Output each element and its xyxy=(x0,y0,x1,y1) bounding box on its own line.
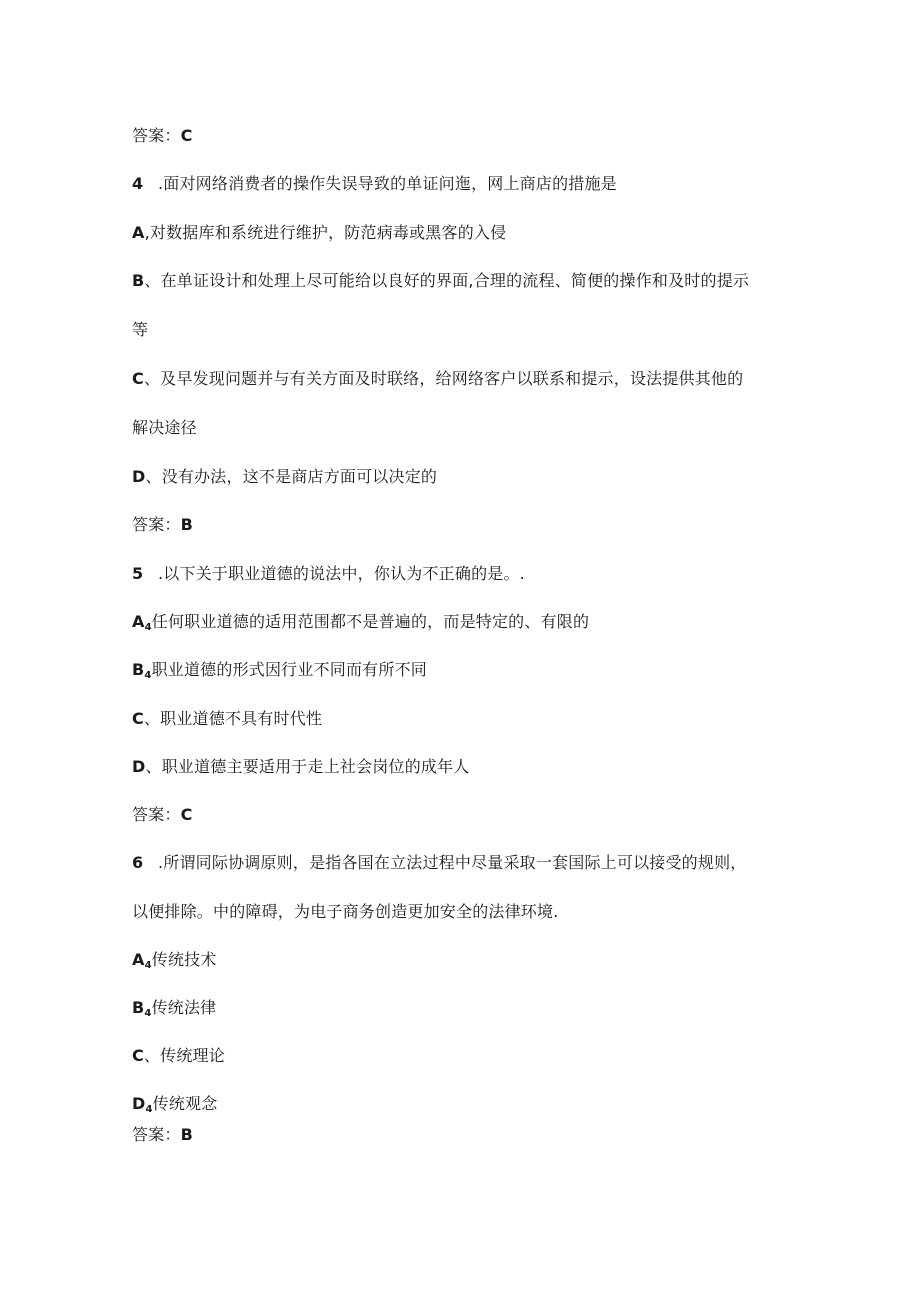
answer-label: 答案： xyxy=(132,515,181,534)
question-6-stem xyxy=(132,853,747,873)
option-a xyxy=(132,950,217,976)
question-text: .面对网络消费者的操作失误导致的单证问迤，网上商店的措施是 xyxy=(158,174,617,193)
option-text: 在单证设计和处理上尽可能给以良好的界面,合理的流程、简便的操作和及时的提示 xyxy=(160,271,750,290)
option-text-continued: 解决途径 xyxy=(132,418,197,437)
option-separator: 4 xyxy=(144,960,152,971)
question-number: 6 xyxy=(132,853,144,872)
question-5-stem xyxy=(132,564,525,584)
answer-value: B xyxy=(180,1125,194,1144)
option-c xyxy=(132,1046,225,1066)
option-letter: C xyxy=(132,709,144,728)
option-separator: 4 xyxy=(144,1008,152,1019)
option-c-continued xyxy=(132,418,197,438)
option-a xyxy=(132,612,589,638)
option-letter: B xyxy=(132,660,145,679)
option-c xyxy=(132,369,743,389)
question-text-continued: 以便排除。中的障碍，为电子商务创造更加安全的法律环境. xyxy=(132,902,559,921)
option-b xyxy=(132,271,749,291)
question-text: .以下关于职业道德的说法中，你认为不正确的是。. xyxy=(158,564,525,583)
option-separator: 、 xyxy=(143,1046,161,1065)
answer-line xyxy=(132,805,193,825)
option-letter: A xyxy=(132,612,145,631)
option-separator: 、 xyxy=(145,757,162,776)
answer-value: C xyxy=(180,805,193,824)
option-b xyxy=(132,660,427,686)
option-text: 对数据库和系统进行维护，防范病毒或黑客的入侵 xyxy=(149,223,507,242)
option-letter: A xyxy=(132,950,145,969)
option-letter: C xyxy=(132,369,144,388)
option-separator: 、 xyxy=(145,467,162,486)
question-text: .所谓同际协调原则，是指各国在立法过程中尽量采取一套国际上可以接受的规则， xyxy=(158,853,747,872)
option-text: 传统观念 xyxy=(152,1094,218,1113)
option-letter: C xyxy=(132,1046,144,1065)
option-b xyxy=(132,998,216,1024)
option-letter: D xyxy=(132,757,146,776)
option-d xyxy=(132,1094,217,1120)
option-text: 及早发现问题并与有关方面及时联络，给网络客户以联系和提示，设法提供其他的 xyxy=(160,369,744,388)
option-letter: D xyxy=(132,1094,146,1113)
option-separator: 4 xyxy=(145,1104,153,1115)
answer-line xyxy=(132,515,193,535)
option-b-continued xyxy=(132,320,148,340)
option-separator: 、 xyxy=(144,271,161,290)
answer-value: C xyxy=(180,126,193,145)
option-separator: 、 xyxy=(143,369,161,388)
option-text: 任何职业道德的适用范围都不是普遍的，而是特定的、有限的 xyxy=(151,612,590,631)
option-text: 没有办法，这不是商店方面可以决定的 xyxy=(161,467,438,486)
option-text: 职业道德主要适用于走上社会岗位的成年人 xyxy=(161,757,470,776)
answer-label: 答案： xyxy=(132,126,181,145)
answer-line xyxy=(132,126,193,146)
question-number: 4 xyxy=(132,174,144,193)
option-text: 传统技术 xyxy=(151,950,217,969)
answer-label: 答案： xyxy=(132,805,181,824)
option-letter: B xyxy=(132,271,145,290)
option-separator: 、 xyxy=(143,709,161,728)
option-d xyxy=(132,757,470,777)
option-text: 传统理论 xyxy=(160,1046,225,1065)
answer-label: 答案： xyxy=(132,1125,181,1144)
option-text-continued: 等 xyxy=(132,320,149,339)
option-letter: B xyxy=(132,998,145,1017)
answer-line xyxy=(132,1125,193,1145)
option-letter: A xyxy=(132,223,145,242)
option-a xyxy=(132,223,506,243)
option-separator: , xyxy=(144,223,150,242)
option-d xyxy=(132,467,437,487)
option-letter: D xyxy=(132,467,146,486)
option-separator: 4 xyxy=(144,622,152,633)
option-c xyxy=(132,709,322,729)
option-separator: 4 xyxy=(144,670,152,681)
question-6-stem-continued xyxy=(132,902,559,922)
question-number: 5 xyxy=(132,564,144,583)
option-text: 传统法律 xyxy=(151,998,217,1017)
question-4-stem xyxy=(132,174,617,194)
option-text: 职业道德不具有时代性 xyxy=(160,709,323,728)
option-text: 职业道德的形式因行业不同而有所不同 xyxy=(151,660,427,679)
answer-value: B xyxy=(180,515,194,534)
